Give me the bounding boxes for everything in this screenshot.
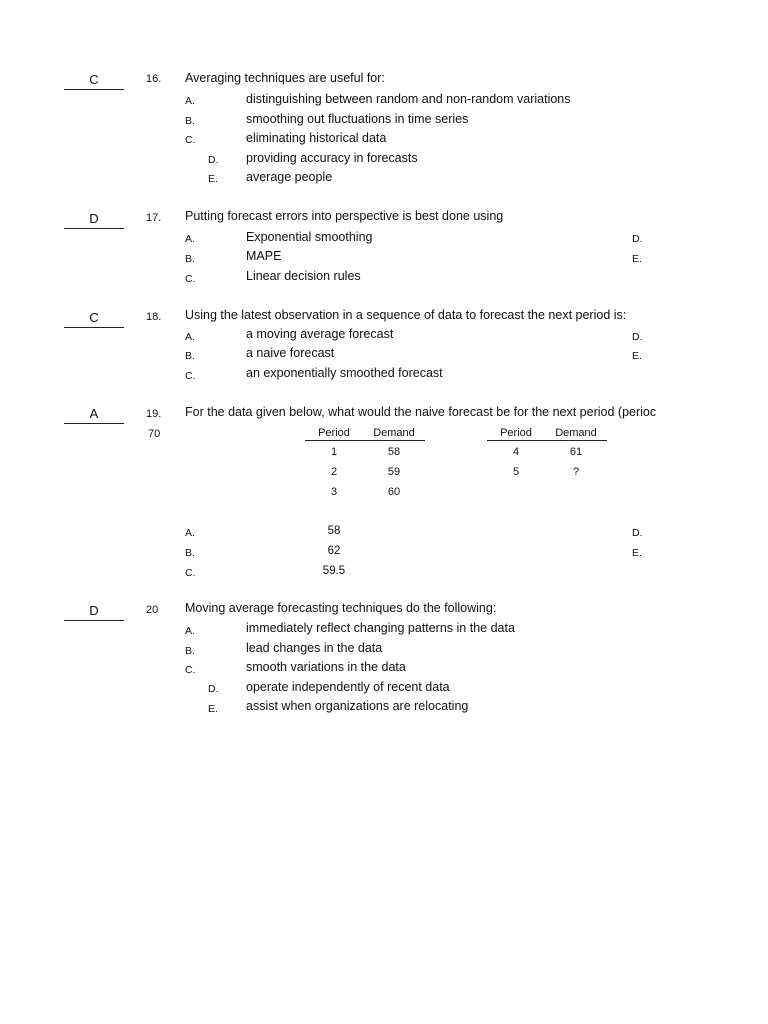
table1-cell-period: 2 <box>330 466 338 478</box>
option-letter-20e: E. <box>208 703 218 715</box>
option-20e: assist when organizations are relocating <box>246 699 469 713</box>
table2-header-period: Period <box>487 427 545 441</box>
option-20a: immediately reflect changing patterns in the data <box>246 621 515 635</box>
table1-header-period: Period <box>305 427 363 441</box>
option-16d: providing accuracy in forecasts <box>246 151 418 165</box>
option-letter-19e: E. <box>632 547 642 559</box>
answer-blank-17[interactable]: D <box>64 211 124 229</box>
option-16e: average people <box>246 170 333 184</box>
table1-cell-period: 1 <box>330 446 338 458</box>
table1-cell-period: 3 <box>330 486 338 498</box>
question-text-17: Putting forecast errors into perspective is best done using <box>185 209 504 223</box>
option-letter-17b: B. <box>185 253 195 265</box>
option-letter-17c: C. <box>185 273 196 285</box>
option-19b: 62 <box>327 545 341 557</box>
question-text-16: Averaging techniques are useful for: <box>185 71 385 85</box>
question-number-19: 19. <box>146 408 162 420</box>
option-letter-19a: A. <box>185 527 195 539</box>
option-letter-16a: A. <box>185 95 195 107</box>
option-20c: smooth variations in the data <box>246 660 406 674</box>
option-letter-20d: D. <box>208 683 219 695</box>
option-letter-18b: B. <box>185 350 195 362</box>
question-number-17: 17. <box>146 212 162 224</box>
question-number-18: 18. <box>146 311 162 323</box>
table2-cell-demand: ? <box>572 466 580 478</box>
table2-header-demand: Demand <box>545 427 607 441</box>
answer-blank-19[interactable]: A <box>64 406 124 424</box>
answer-blank-16[interactable]: C <box>64 72 124 90</box>
option-letter-18e: E. <box>632 350 642 362</box>
table1-header-demand: Demand <box>363 427 425 441</box>
option-17a: Exponential smoothing <box>246 230 373 244</box>
table1-cell-demand: 58 <box>387 446 401 458</box>
option-16b: smoothing out fluctuations in time series <box>246 112 469 126</box>
question-number-16: 16. <box>146 73 162 85</box>
table2-cell-demand: 61 <box>569 446 583 458</box>
option-letter-19d: D. <box>632 527 643 539</box>
option-letter-17a: A. <box>185 233 195 245</box>
option-18c: an exponentially smoothed forecast <box>246 366 443 380</box>
table2-cell-period: 4 <box>512 446 520 458</box>
option-18a: a moving average forecast <box>246 327 394 341</box>
question-number-20: 20 <box>146 604 159 616</box>
option-letter-17e: E. <box>632 253 642 265</box>
option-letter-20b: B. <box>185 645 195 657</box>
side-value-19: 70 <box>148 428 161 440</box>
table2-cell-period: 5 <box>512 466 520 478</box>
option-letter-18d: D. <box>632 331 643 343</box>
option-letter-16e: E. <box>208 173 218 185</box>
option-letter-18c: C. <box>185 370 196 382</box>
option-letter-16b: B. <box>185 115 195 127</box>
table1-cell-demand: 59 <box>387 466 401 478</box>
option-letter-19b: B. <box>185 547 195 559</box>
option-letter-17d: D. <box>632 233 643 245</box>
option-17c: Linear decision rules <box>246 269 361 283</box>
answer-blank-18[interactable]: C <box>64 310 124 328</box>
option-18b: a naive forecast <box>246 346 335 360</box>
question-text-20: Moving average forecasting techniques do the following: <box>185 601 497 615</box>
option-19a: 58 <box>327 525 341 537</box>
question-text-19: For the data given below, what would the naive forecast be for the next period (perioc <box>185 405 657 419</box>
option-letter-16c: C. <box>185 134 196 146</box>
option-letter-16d: D. <box>208 154 219 166</box>
option-letter-20a: A. <box>185 625 195 637</box>
table1-cell-demand: 60 <box>387 486 401 498</box>
option-letter-18a: A. <box>185 331 195 343</box>
question-text-18: Using the latest observation in a sequence of data to forecast the next period is: <box>185 308 627 322</box>
option-19c: 59.5 <box>322 565 346 577</box>
option-letter-19c: C. <box>185 567 196 579</box>
option-20d: operate independently of recent data <box>246 680 450 694</box>
option-16a: distinguishing between random and non-random variations <box>246 92 571 106</box>
option-17b: MAPE <box>246 249 282 263</box>
option-letter-20c: C. <box>185 664 196 676</box>
answer-blank-20[interactable]: D <box>64 603 124 621</box>
option-20b: lead changes in the data <box>246 641 383 655</box>
option-16c: eliminating historical data <box>246 131 387 145</box>
